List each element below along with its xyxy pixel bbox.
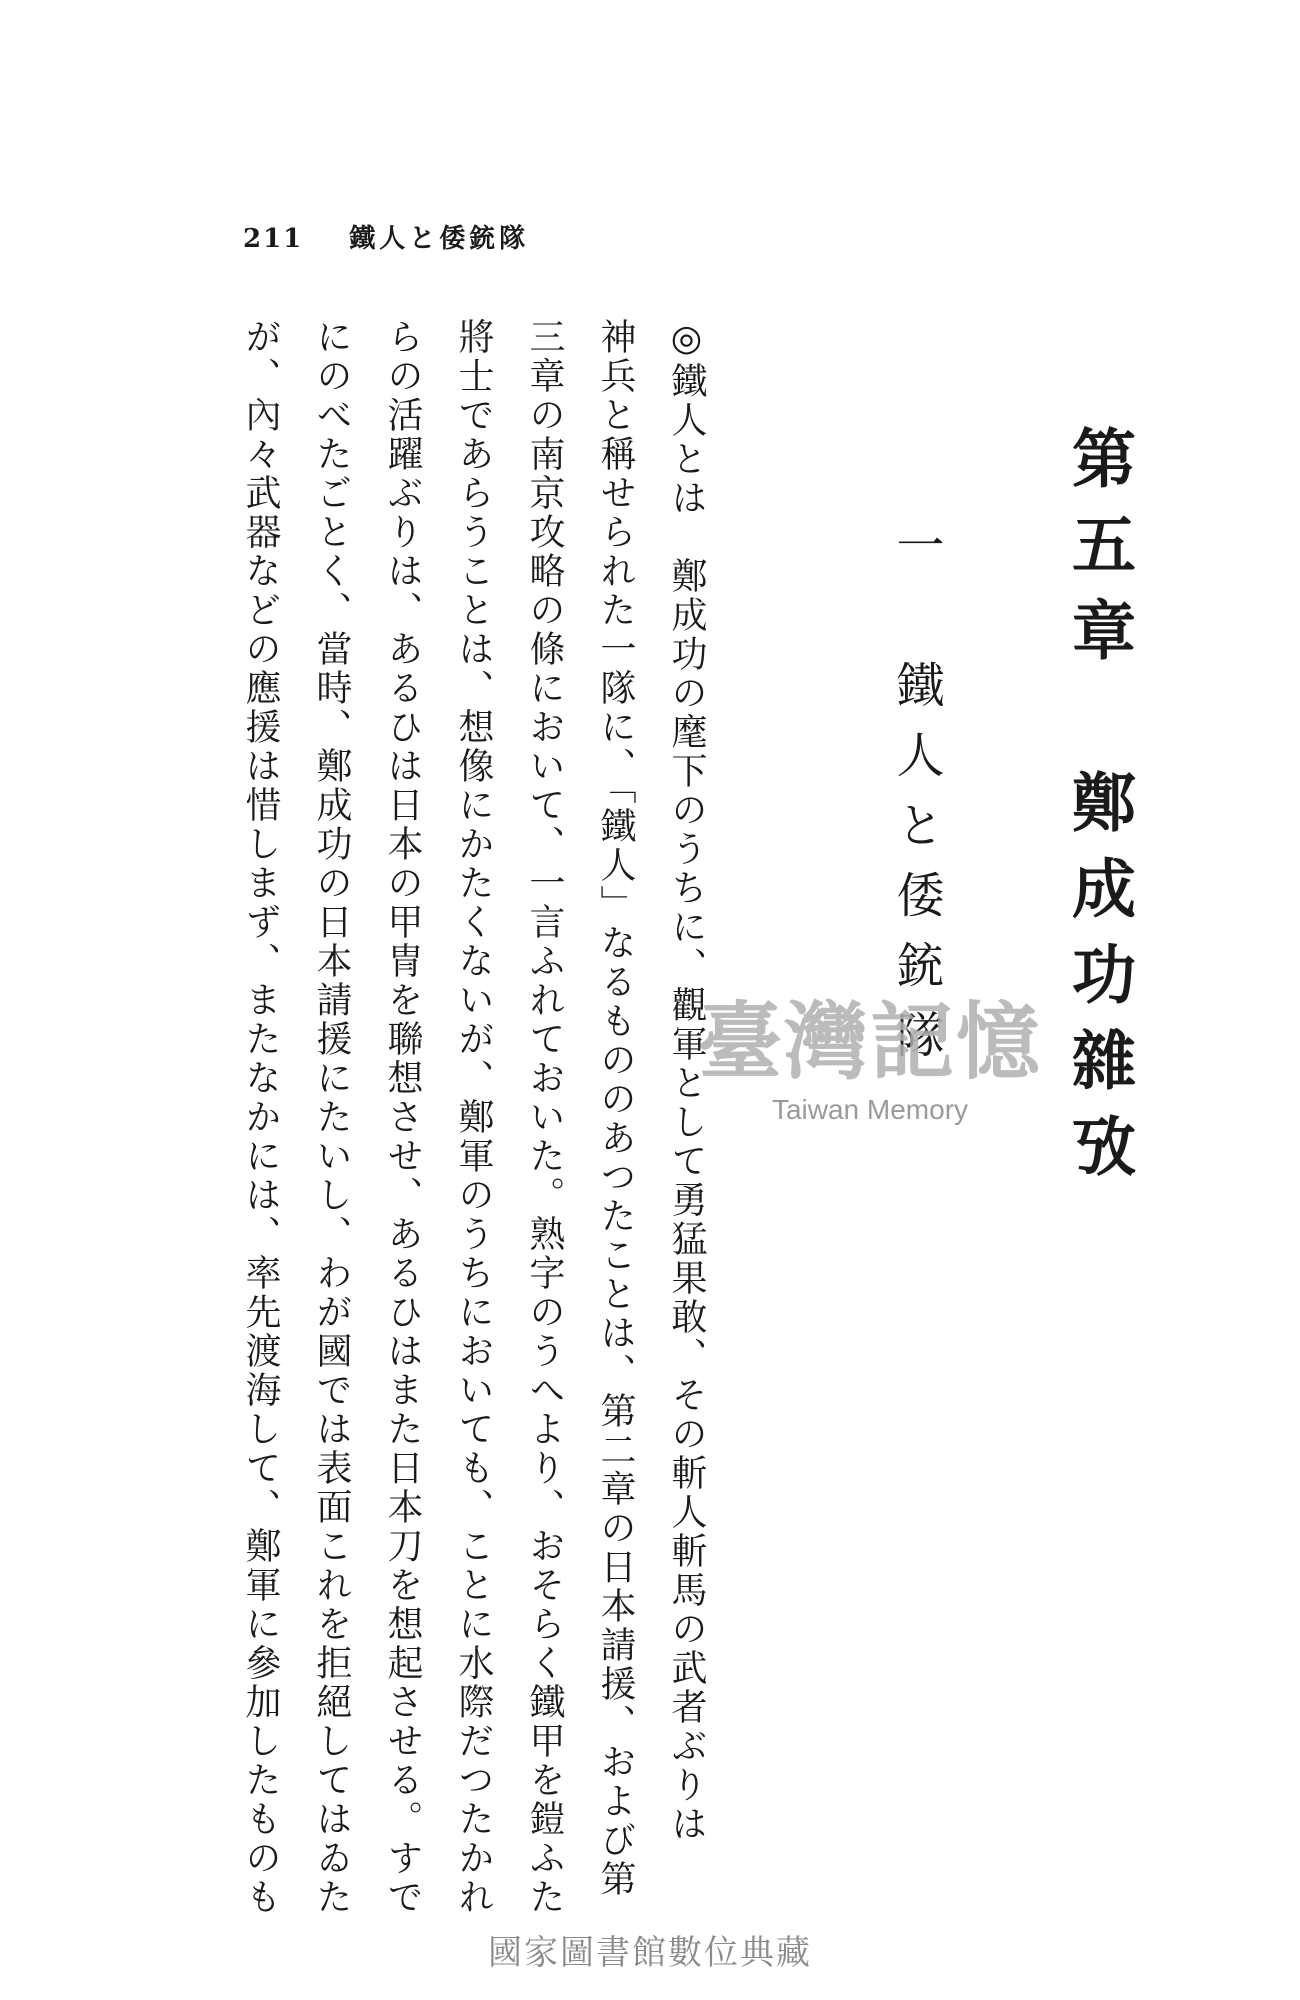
page-number: 211 — [243, 224, 304, 254]
body-column-6: にのべたごとく、當時、鄭成功の日本請援にたいし、わが國では表面これを拒絕してはゐた — [311, 318, 352, 1917]
running-head — [243, 218, 529, 255]
running-head-title: 鐵人と倭銃隊 — [349, 224, 530, 254]
body-column-4: 將士であらうことは、想像にかたくないが、鄭軍のうちにおいても、ことに水際だつたかれ — [453, 318, 494, 1917]
body-text — [225, 318, 722, 1917]
footer-credit: 國家圖書館數位典藏 — [488, 1934, 812, 1972]
watermark-cjk: 臺灣記憶 — [697, 992, 1042, 1091]
body-column-7: が、內々武器などの應援は惜しまず、またなかには、率先渡海して、鄭軍に參加したものも — [240, 318, 281, 1917]
taiwan-memory-watermark — [680, 992, 1060, 1126]
watermark-en: Taiwan Memory — [771, 1094, 969, 1125]
body-column-5: らの活躍ぶりは、あるひは日本の甲冑を聯想させ、あるひはまた日本刀を想起させる。すで — [382, 318, 423, 1917]
body-column-1: ◎鐵人とは 鄭成功の麾下のうちに、觀軍として勇猛果敢、その斬人斬馬の武者ぶりは — [666, 318, 707, 1844]
body-column-3: 三章の南京攻略の條において、一言ふれておいた。熟字のうへより、おそらく鐵甲を鎧ふた — [524, 318, 565, 1917]
chapter-title: 第五章 鄭成功雜攷 — [1061, 425, 1136, 1199]
section-title: 一 鐵人と倭銃隊 — [888, 520, 944, 1080]
body-column-2: 神兵と稱せられた一隊に、「鐵人」なるもののあつたことは、第二章の日本請援、および第 — [595, 318, 636, 1899]
